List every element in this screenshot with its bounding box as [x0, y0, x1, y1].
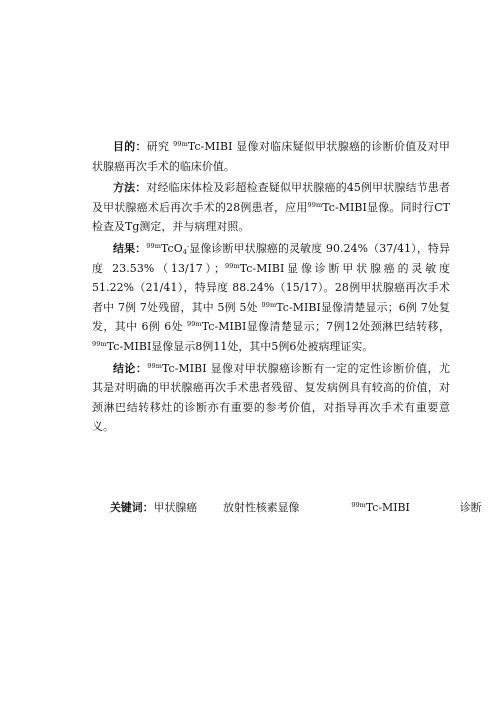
conclusion-label: 结论： — [113, 361, 148, 375]
isotope-superscript: 99m — [307, 200, 323, 209]
isotope-superscript: 99m — [187, 320, 202, 329]
method-label: 方法： — [113, 181, 147, 195]
method-paragraph — [92, 178, 450, 237]
keywords-label: 关键词： — [110, 501, 154, 514]
abstract — [92, 137, 450, 439]
result-paragraph — [92, 239, 450, 357]
isotope-superscript: 99m — [224, 261, 240, 270]
isotope-superscript: 99m — [173, 140, 188, 148]
isotope-superscript: 99m — [261, 300, 277, 309]
method-text-1: 对经临床体检及彩超检查疑似甲状腺癌的45例甲状腺结节患者及甲状腺癌术后再次手术的28例患者，应用 — [92, 181, 450, 214]
conclusion-paragraph — [92, 359, 450, 437]
isotope-superscript: 99m — [146, 241, 161, 250]
keyword-1: 甲状腺癌 — [153, 501, 198, 514]
isotope-superscript: 99m — [351, 501, 366, 509]
result-text-3: Tc-MIBI显像诊断甲状腺癌的灵敏度 51.22%（21/41），特异度 88.24%（15/17）。28例甲状腺癌再次手术者中 7例 7处残留，其中 5例 5处 — [92, 261, 451, 314]
result-text-6: Tc-MIBI显像显示8例11处，其中5例6处被病理证实。 — [106, 339, 374, 353]
ion-superscript: - — [186, 241, 190, 250]
objective-text-2: Tc-MIBI 显像对临床疑似甲状腺癌的诊断价值及对甲状腺癌再次手术的临床价值。 — [92, 140, 451, 173]
result-label: 结果： — [113, 241, 147, 255]
result-text-1: TcO — [160, 241, 183, 255]
keyword-4: 诊断 — [459, 501, 482, 514]
keyword-2: 放射性核素显像 — [223, 501, 300, 514]
isotope-superscript: 99m — [147, 361, 163, 370]
result-text-5: Tc-MIBI显像清楚显示；7例12处颈淋巴结转移， — [201, 320, 450, 334]
result-text-2: 显像诊断甲状腺癌的灵敏度 90.24%（37/41），特异度 23.53%（13/17）； — [92, 241, 450, 275]
keyword-3-text: Tc-MIBI — [365, 501, 410, 514]
objective-label: 目的： — [113, 140, 147, 153]
isotope-superscript: 99m — [92, 339, 107, 348]
objective-text-1: 研究 — [146, 140, 174, 153]
keywords-line — [110, 499, 482, 515]
objective-paragraph — [92, 137, 450, 176]
keyword-3 — [351, 501, 409, 514]
conclusion-text: Tc-MIBI 显像对甲状腺癌诊断有一定的定性诊断价值，尤其是对明确的甲状腺癌再次手术患者残留、复发病例具有较高的价值，对颈淋巴结转移灶的诊断亦有重要的参考价值，对指导再次手术有重要意义。 — [92, 361, 450, 434]
subscript: 4 — [182, 247, 187, 256]
method-text-2: Tc-MIBI显像。同时行CT检查及Tg测定，并与病理对照。 — [92, 200, 450, 234]
result-text-4: Tc-MIBI显像清楚显示；6例 7处复发，其中 6例 6处 — [92, 300, 451, 334]
